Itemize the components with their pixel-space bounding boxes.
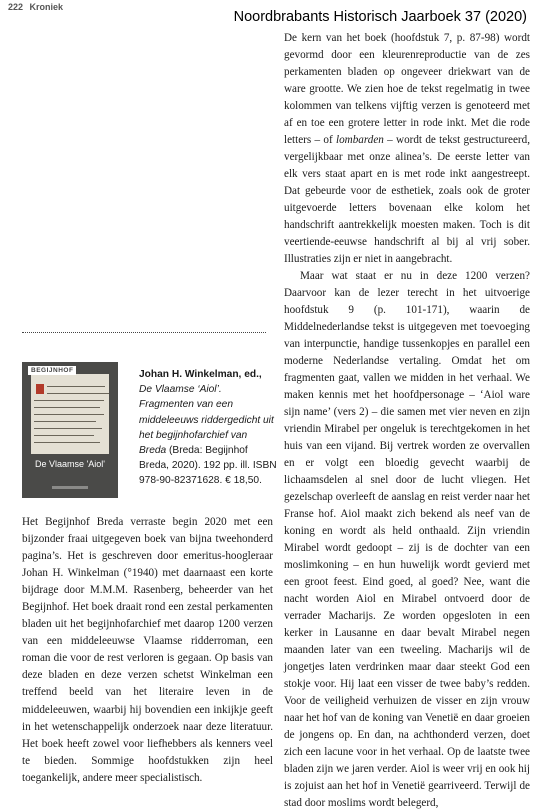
book-review-header <box>22 362 277 502</box>
manuscript-line <box>34 414 104 415</box>
section-name: Kroniek <box>29 2 64 12</box>
manuscript-line <box>34 400 104 401</box>
book-author: Johan H. Winkelman, ed., <box>139 369 262 380</box>
right-column <box>284 30 530 812</box>
journal-title: Noordbrabants Historisch Jaarboek 37 (2020) <box>233 9 527 25</box>
right-paragraph-1 <box>284 30 530 268</box>
cover-publisher-bar <box>52 486 88 489</box>
paragraph-text: – wordt de tekst gestructureerd, vergelijkbaar met onze alinea’s. De eerste letter van elk vers staat apart en is met rode inkt aangestreept. Dat gebeurde voor de esthetiek, zoals ook de groter uitgevoerde letters bovenaan elke kolom het handschrift aantrekkelijk moesten maken. Toch is dit veertiende-eeuwse handschrift al bij al vrij sober. Illustraties zijn er niet in aangebracht. <box>284 134 531 265</box>
manuscript-line <box>47 393 109 394</box>
manuscript-line <box>47 386 105 387</box>
book-publication: (Breda: Begijnhof Breda, 2020). 192 pp. ill. ISBN 978-90-82371628. € 18,50. <box>139 445 277 487</box>
paragraph-text: De kern van het boek (hoofdstuk 7, p. 87-98) wordt gevormd door een kleurenreproductie van de zes perkamenten bladen op ongeveer driekwart van de ware grootte. We zien hoe de tekst regelmatig in twee kolommen van telkens vijftig verzen is genoteerd met af en toe een grotere letter in rode inkt. Met die rode letters – of <box>284 32 530 146</box>
red-initial-mark <box>36 384 44 394</box>
left-column <box>22 514 273 787</box>
manuscript-line <box>34 428 102 429</box>
cover-title: De Vlaamse 'Aiol' <box>35 459 105 469</box>
italic-term: lombarden <box>336 134 384 146</box>
manuscript-line <box>34 421 96 422</box>
manuscript-line <box>34 407 100 408</box>
section-divider <box>22 332 266 333</box>
manuscript-line <box>34 435 94 436</box>
manuscript-line <box>34 442 100 443</box>
cover-logo: BEGIJNHOF <box>28 366 76 375</box>
book-citation <box>139 367 277 489</box>
running-header <box>8 2 63 12</box>
book-title: De Vlaamse ‘Aiol’. Fragmenten van een middeleeuws riddergedicht uit het begijnhofarchief van Breda <box>139 384 274 457</box>
left-paragraph: Het Begijnhof Breda verraste begin 2020 met een bijzonder fraai uitgegeven boek van bijna tweehonderd pagina’s. Het is geschreven door emeritus-hoogleraar Johan H. Winkelman (°1940) met daarnaast een korte bijdrage door M.M.M. Rasenberg, beheerder van het Begijnhof. Het boek draait rond een zestal perkamenten bladen uit het begijnhofarchief met daarop 1200 verzen van een middeleeuwse Vlaamse ridderroman, een roman die voor de rest verloren is gegaan. Op basis van deze bladen en deze verzen schetst Winkelman een treffend beeld van het literaire leven in de middeleeuwen, waarbij hij bovendien een inkijkje geeft in het wetenschappelijk onderzoek naar deze literatuur. Het boek heeft zowel voor liefhebbers als kenners veel te bieden. Sommige hoofdstukken zijn heel toegankelijk, andere meer specialistisch. <box>22 516 273 784</box>
book-cover-image <box>22 362 118 498</box>
page-number: 222 <box>8 2 24 12</box>
right-paragraph-2: Maar wat staat er nu in deze 1200 verzen? Daarvoor kan de lezer terecht in het uitvoerige hoofdstuk 9 (p. 101-171), waarin de Middelnederlandse tekst is uitgegeven met toevoeging van interpunctie, handige tussenkopjes en parallel een moderne Nederlandse vertaling. Omdat het om fragmenten gaat, vallen we midden in het verhaal. We maken kennis met het hoofdpersonage – ‘Aiol ware sijn name’ (vers 2) – die samen met vier neven en zijn vriendin Mirabel per ongeluk is terechtgekomen in het huis van een vijand. Bij vertrek worden ze overvallen en er volgt een bloedig gevecht waarbij de lichaamsdelen al snel door de lucht vliegen. Het gezelschap overleeft de aanslag en reist verder naar het Franse hof. Aiol maakt zich bekend als neef van de koning en wordt als held onthaald. Zijn vriendin Mirabel wordt gedoopt – zij is de dochter van een moslimkoning – en hun huwelijk wordt gevierd met een groot feest. Eind goed, al goed? Nee, want die nacht worden Aiol en Mirabel ontvoerd door de verrader Macharijs. Ze worden opgesloten in een kerker in Lausanne en daar bevalt Mirabel negen maanden later van een tweeling. Macharijs wil de jongetjes laten verdrinken maar daar steekt God een stokje voor. Hij laat een visser de twee baby’s redden. Voor de veiligheid verhuizen de visser en zijn vrouw naar het hof van de koning van Venetië en daar groeien de jongens op. En dan, na achthonderd verzen, doet zich een lacune voor in het verhaal. Op de laatste twee bladen zijn we jaren verder. Aiol is weer vrij en ook hij is zojuist aan het hof in Venetië gearriveerd. Terwijl de stad door moslims wordt belegerd, <box>284 270 530 809</box>
